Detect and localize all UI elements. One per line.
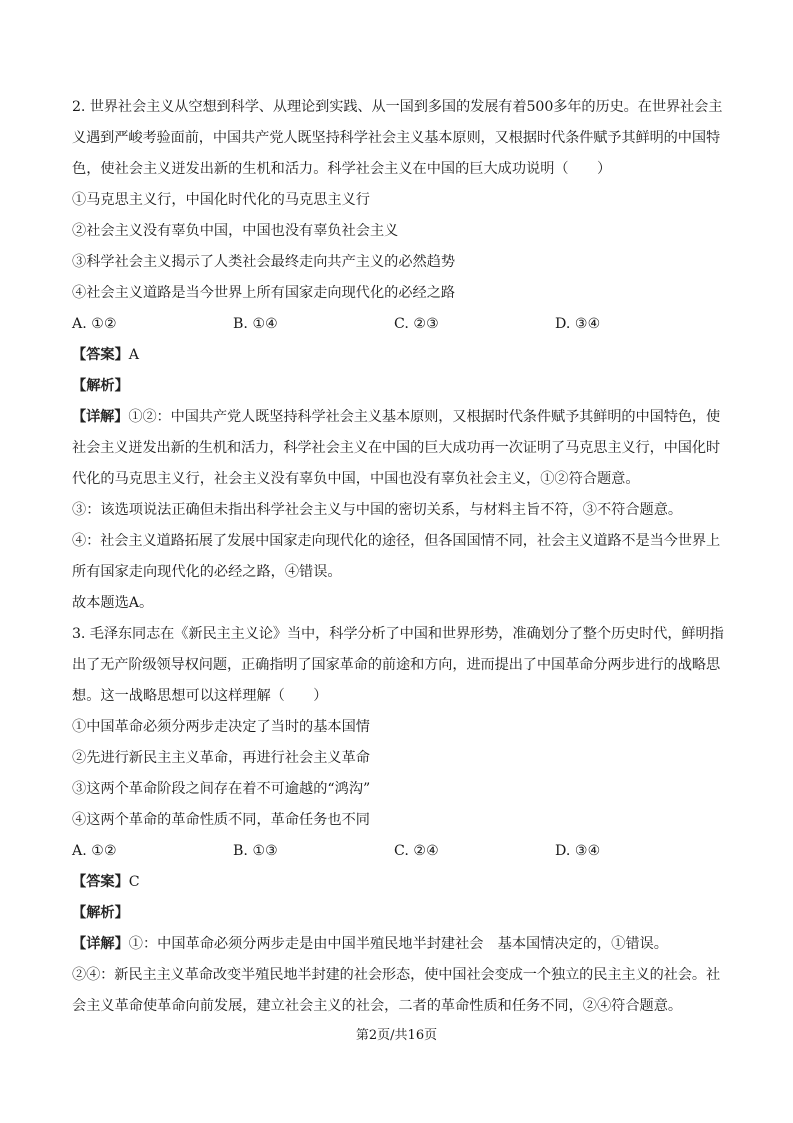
page-number-footer: 第2页/共16页 [355, 1028, 438, 1043]
q2-detail-line-2: 社会主义迸发出新的生机和活力，科学社会主义在中国的巨大成功再一次证明了马克思主义行，中国化时 [72, 440, 721, 456]
q3-stem-line-3: 想。这一战略思想可以这样理解（ ） [72, 688, 328, 704]
q2-detail-text-1: ①②：中国共产党人既坚持科学社会主义基本原则，又根据时代条件赋予其鲜明的中国特色，使 [128, 409, 721, 425]
q2-answer-value: A [128, 347, 140, 363]
q3-analysis-label: 【解析】 [72, 905, 129, 921]
question-2 [72, 92, 724, 619]
q2-extra-line-1: ③：该选项说法正确但未指出科学社会主义与中国的密切关系，与材料主旨不符，③不符合题意。 [72, 502, 683, 518]
q3-detail-label: 【详解】 [72, 936, 129, 952]
q2-statement-3: ③科学社会主义揭示了人类社会最终走向共产主义的必然趋势 [72, 254, 456, 270]
q2-detail-line-1 [72, 402, 724, 433]
q2-stem-line-1: 2. 世界社会主义从空想到科学、从理论到实践、从一国到多国的发展有着500多年的历史。在世界社会主 [72, 99, 723, 115]
q3-option-b: B. ①③ [233, 843, 278, 859]
q2-analysis [72, 371, 724, 402]
q2-option-b: B. ①④ [233, 316, 278, 332]
q2-detail-line-3: 代化的马克思主义行，社会主义没有辜负中国，中国也没有辜负社会主义，①②符合题意。 [72, 471, 640, 487]
q3-statement-3: ③这两个革命阶段之间存在着不可逾越的“鸿沟” [72, 781, 371, 797]
q2-statement-1: ①马克思主义行，中国化时代化的马克思主义行 [72, 192, 370, 208]
q3-option-a: A. ①② [72, 843, 117, 859]
q2-analysis-label: 【解析】 [72, 378, 129, 394]
q2-options [72, 309, 724, 340]
q2-extra-line-3: 所有国家走向现代化的必经之路，④错误。 [72, 564, 342, 580]
question-3 [72, 619, 724, 1022]
q2-statement-2: ②社会主义没有辜负中国，中国也没有辜负社会主义 [72, 223, 399, 239]
q3-analysis [72, 898, 724, 929]
q3-stem-line-1: 3. 毛泽东同志在《新民主主义论》当中，科学分析了中国和世界形势，准确划分了整个历史时代，鲜明指 [72, 626, 724, 642]
q2-answer-label: 【答案】 [72, 347, 129, 363]
q2-answer [72, 340, 724, 371]
q3-answer-label: 【答案】 [72, 874, 129, 890]
q2-statement-4: ④社会主义道路是当今世界上所有国家走向现代化的必经之路 [72, 285, 456, 301]
q3-extra-line-2: 会主义革命使革命向前发展，建立社会主义的社会，二者的革命性质和任务不同，②④符合题意。 [72, 998, 683, 1014]
q2-conclusion: 故本题选A。 [72, 595, 154, 611]
q2-option-d: D. ③④ [555, 316, 601, 332]
q2-stem-line-3: 色，使社会主义迸发出新的生机和活力。科学社会主义在中国的巨大成功说明（ ） [72, 161, 612, 177]
q3-statement-2: ②先进行新民主主义革命，再进行社会主义革命 [72, 750, 370, 766]
q3-option-d: D. ③④ [555, 843, 601, 859]
page-content [72, 92, 724, 1022]
q2-detail-label: 【详解】 [72, 409, 129, 425]
q2-option-a: A. ①② [72, 316, 117, 332]
q3-option-c: C. ②④ [394, 843, 439, 859]
q3-extra-line-1: ②④：新民主主义革命改变半殖民地半封建的社会形态，使中国社会变成一个独立的民主主义的社会。社 [72, 967, 721, 983]
q3-statement-4: ④这两个革命的革命性质不同，革命任务也不同 [72, 812, 370, 828]
q3-detail-text-1: ①：中国革命必须分两步走是由中国半殖民地半封建社会 基本国情决定的，①错误。 [128, 936, 668, 952]
q2-extra-line-2: ④：社会主义道路拓展了发展中国家走向现代化的途径，但各国国情不同，社会主义道路不是当今世界上 [72, 533, 721, 549]
q3-statement-1: ①中国革命必须分两步走决定了当时的基本国情 [72, 719, 370, 735]
q3-answer-value: C [128, 874, 140, 890]
q3-options [72, 836, 724, 867]
q3-detail-line-1 [72, 929, 724, 960]
q3-answer [72, 867, 724, 898]
q3-stem-line-2: 出了无产阶级领导权问题，正确指明了国家革命的前途和方向，进而提出了中国革命分两步进行的战略思 [72, 657, 721, 673]
q2-option-c: C. ②③ [394, 316, 439, 332]
q2-stem-line-2: 义遇到严峻考验面前，中国共产党人既坚持科学社会主义基本原则，又根据时代条件赋予其鲜明的中国特 [72, 130, 721, 146]
